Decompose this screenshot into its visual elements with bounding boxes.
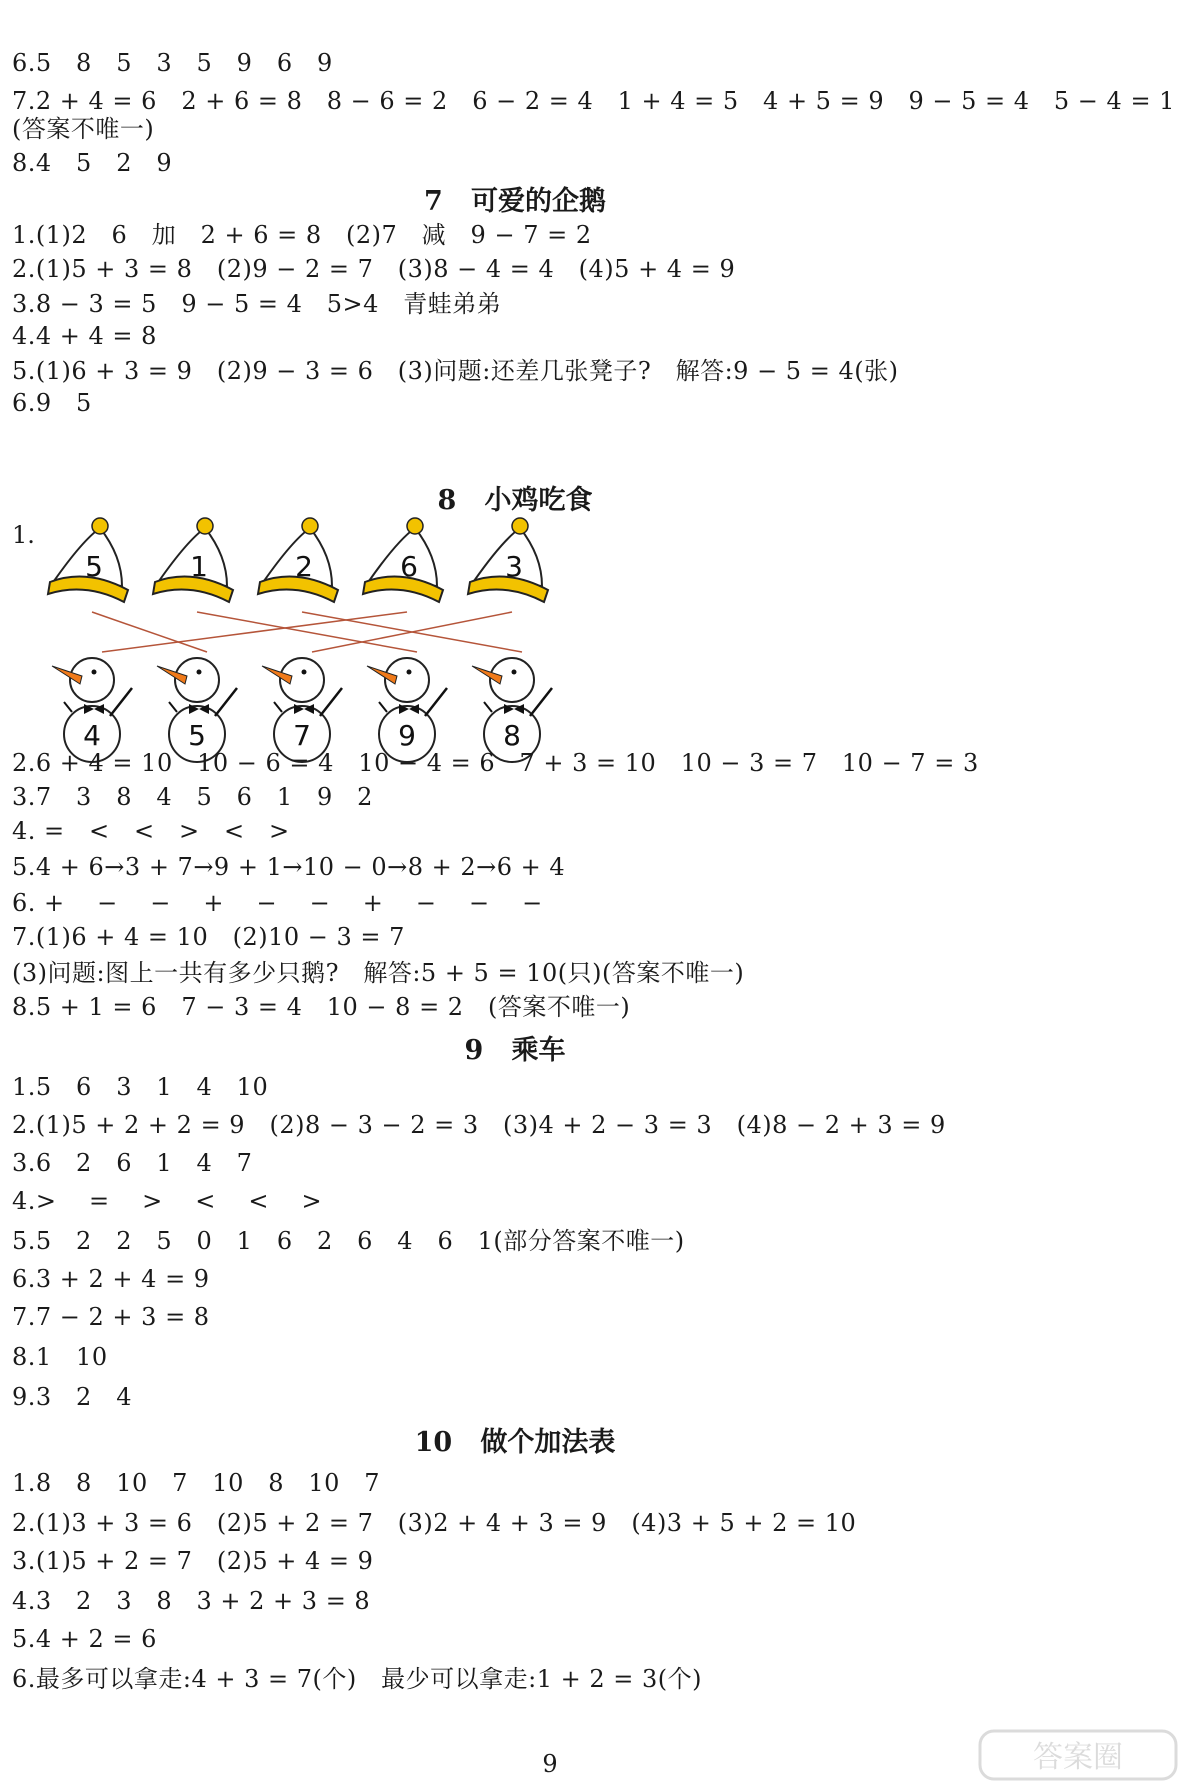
snowman-number: 8 bbox=[503, 719, 521, 752]
section-8-title: 8 小鸡吃食 bbox=[437, 485, 593, 516]
hat-number: 2 bbox=[295, 550, 313, 583]
sec7-q2: 2.(1)5 + 3 = 8 (2)9 − 2 = 7 (3)8 − 4 = 4 (4)5 + 4 = 9 bbox=[12, 255, 736, 283]
snowman-number: 9 bbox=[398, 719, 416, 752]
sec6-q6: 6.5 8 5 3 5 9 6 9 bbox=[12, 49, 333, 77]
sec9-q8: 8.1 10 bbox=[12, 1343, 108, 1371]
matching-lines bbox=[92, 612, 522, 652]
sec6-q7: 7.2 + 4 = 6 2 + 6 = 8 8 − 6 = 2 6 − 2 = 4 1 + 4 = 5 4 + 5 = 9 9 − 5 = 4 5 − 4 = 1 bbox=[12, 87, 1175, 115]
hat-1 bbox=[153, 518, 233, 602]
watermark-logo bbox=[978, 1725, 1178, 1785]
hat-snowman-matching-figure bbox=[30, 516, 590, 766]
sec6-q8: 8.4 5 2 9 bbox=[12, 149, 173, 177]
sec9-q3: 3.6 2 6 1 4 7 bbox=[12, 1149, 253, 1177]
page-number: 9 bbox=[542, 1750, 558, 1778]
sec10-q3: 3.(1)5 + 2 = 7 (2)5 + 4 = 9 bbox=[12, 1547, 374, 1575]
sec8-q1-label: 1. bbox=[12, 521, 35, 549]
snowman-number: 4 bbox=[83, 719, 101, 752]
sec10-q1: 1.8 8 10 7 10 8 10 7 bbox=[12, 1469, 381, 1497]
sec8-q3: 3.7 3 8 4 5 6 1 9 2 bbox=[12, 783, 373, 811]
sec7-q4: 4.4 + 4 = 8 bbox=[12, 322, 157, 350]
hat-3 bbox=[468, 518, 548, 602]
sec9-q2: 2.(1)5 + 2 + 2 = 9 (2)8 − 3 − 2 = 3 (3)4 + 2 − 3 = 3 (4)8 − 2 + 3 = 9 bbox=[12, 1111, 946, 1139]
sec8-q6: 6. + − − + − − + − − − bbox=[12, 889, 543, 917]
hat-number: 5 bbox=[85, 550, 103, 583]
sec8-q2: 2.6 + 4 = 10 10 − 6 = 4 10 − 4 = 6 7 + 3 = 10 10 − 3 = 7 10 − 7 = 3 bbox=[12, 749, 979, 777]
sec9-q4: 4.> = > < < > bbox=[12, 1187, 323, 1215]
hat-number: 1 bbox=[190, 550, 208, 583]
sec7-q3: 3.8 − 3 = 5 9 − 5 = 4 5>4 青蛙弟弟 bbox=[12, 290, 502, 318]
match-line-3-7 bbox=[312, 612, 512, 652]
sec7-q5: 5.(1)6 + 3 = 9 (2)9 − 3 = 6 (3)问题:还差几张凳子? 解答:9 − 5 = 4(张) bbox=[12, 357, 899, 385]
snowman-number: 7 bbox=[293, 719, 311, 752]
sec8-q4: 4. = < < > < > bbox=[12, 817, 290, 845]
snowman-5 bbox=[157, 658, 237, 762]
snowman-7 bbox=[262, 658, 342, 762]
sec8-q8: 8.5 + 1 = 6 7 − 3 = 4 10 − 8 = 2 (答案不唯一) bbox=[12, 993, 631, 1021]
snowmen-row bbox=[52, 658, 552, 762]
sec8-q7: 7.(1)6 + 4 = 10 (2)10 − 3 = 7 bbox=[12, 923, 405, 951]
section-7-title: 7 可爱的企鹅 bbox=[424, 186, 606, 217]
snowman-8 bbox=[472, 658, 552, 762]
section-9-title: 9 乘车 bbox=[464, 1035, 566, 1066]
snowman-number: 5 bbox=[188, 719, 206, 752]
hat-6 bbox=[363, 518, 443, 602]
match-line-1-9 bbox=[197, 612, 417, 652]
hat-2 bbox=[258, 518, 338, 602]
sec10-q4: 4.3 2 3 8 3 + 2 + 3 = 8 bbox=[12, 1587, 371, 1615]
sec7-q6: 6.9 5 bbox=[12, 389, 92, 417]
hat-number: 6 bbox=[400, 550, 418, 583]
hats-row bbox=[48, 518, 548, 602]
sec10-q5: 5.4 + 2 = 6 bbox=[12, 1625, 157, 1653]
sec10-q2: 2.(1)3 + 3 = 6 (2)5 + 2 = 7 (3)2 + 4 + 3 = 9 (4)3 + 5 + 2 = 10 bbox=[12, 1509, 857, 1537]
snowman-9 bbox=[367, 658, 447, 762]
sec8-q5: 5.4 + 6→3 + 7→9 + 1→10 − 0→8 + 2→6 + 4 bbox=[12, 853, 566, 881]
hat-5 bbox=[48, 518, 128, 602]
sec9-q5: 5.5 2 2 5 0 1 6 2 6 4 6 1(部分答案不唯一) bbox=[12, 1227, 685, 1255]
sec9-q7: 7.7 − 2 + 3 = 8 bbox=[12, 1303, 210, 1331]
sec9-q6: 6.3 + 2 + 4 = 9 bbox=[12, 1265, 210, 1293]
sec10-q6: 6.最多可以拿走:4 + 3 = 7(个) 最少可以拿走:1 + 2 = 3(个) bbox=[12, 1665, 702, 1693]
snowman-4 bbox=[52, 658, 132, 762]
sec8-q7-3: (3)问题:图上一共有多少只鹅? 解答:5 + 5 = 10(只)(答案不唯一) bbox=[12, 959, 745, 987]
sec6-q7-note: (答案不唯一) bbox=[12, 115, 155, 143]
sec7-q1: 1.(1)2 6 加 2 + 6 = 8 (2)7 减 9 − 7 = 2 bbox=[12, 221, 592, 249]
watermark-text: 答案圈 bbox=[1033, 1740, 1123, 1775]
sec9-q9: 9.3 2 4 bbox=[12, 1383, 132, 1411]
hat-number: 3 bbox=[505, 550, 523, 583]
section-10-title: 10 做个加法表 bbox=[414, 1427, 616, 1458]
sec9-q1: 1.5 6 3 1 4 10 bbox=[12, 1073, 269, 1101]
